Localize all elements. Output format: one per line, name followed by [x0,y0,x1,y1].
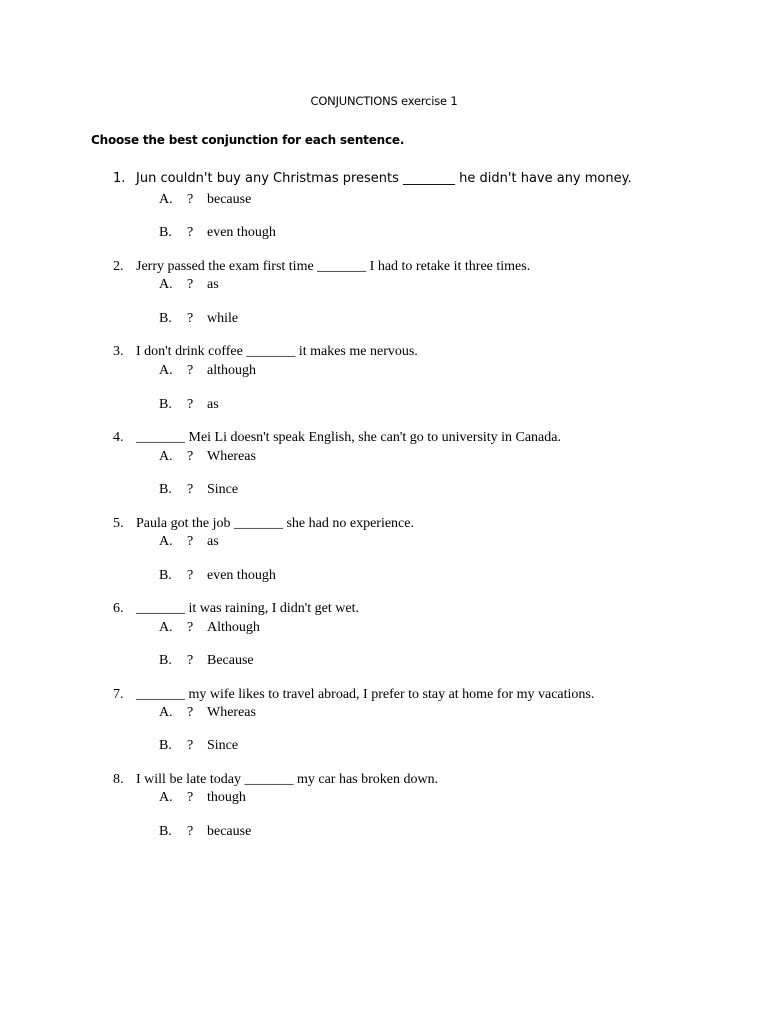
option-text: as [207,277,219,292]
question-8-option-b[interactable] [0,824,768,842]
question-5-option-b[interactable] [0,568,768,586]
option-marker: ? [187,568,194,583]
option-marker: ? [187,705,194,720]
option-letter: A. [159,363,173,378]
question-number: 4. [113,430,124,445]
option-marker: ? [187,482,194,497]
question-text: _______ my wife likes to travel abroad, I prefer to stay at home for my vacations. [136,687,595,702]
option-text: although [207,363,256,378]
question-2-option-b[interactable] [0,311,768,329]
option-letter: A. [159,534,173,549]
question-text: I will be late today _______ my car has broken down. [136,772,439,787]
option-text: Because [207,653,254,668]
option-text: Whereas [207,449,256,464]
question-3-option-a[interactable] [0,363,768,381]
option-text: while [207,311,239,326]
option-letter: B. [159,225,172,240]
question-text: _______ Mei Li doesn't speak English, she can't go to university in Canada. [136,430,561,445]
option-letter: B. [159,311,172,326]
question-number: 5. [113,516,124,531]
question-7-option-a[interactable] [0,705,768,723]
option-marker: ? [187,363,194,378]
question-6-option-a[interactable] [0,620,768,638]
option-letter: B. [159,653,172,668]
document-title: CONJUNCTIONS exercise 1 [310,94,458,108]
option-marker: ? [187,277,194,292]
question-number: 3. [113,344,124,359]
option-text: Although [207,620,260,635]
question-number: 6. [113,601,124,616]
question-3-option-b[interactable] [0,397,768,415]
question-1-option-a[interactable] [0,192,768,210]
option-text: even though [207,225,276,240]
option-text: as [207,534,219,549]
question-6-option-b[interactable] [0,653,768,671]
option-text: even though [207,568,276,583]
option-marker: ? [187,534,194,549]
option-letter: B. [159,738,172,753]
option-text: as [207,397,219,412]
option-letter: A. [159,277,173,292]
option-text: Since [207,482,239,497]
option-marker: ? [187,449,194,464]
option-marker: ? [187,311,194,326]
option-text: though [207,790,246,805]
question-number: 2. [113,259,124,274]
question-1-option-b[interactable] [0,225,768,243]
question-2-option-a[interactable] [0,277,768,295]
question-number: 8. [113,772,124,787]
option-letter: A. [159,790,173,805]
option-text: because [207,824,252,839]
option-letter: A. [159,449,173,464]
option-marker: ? [187,738,194,753]
option-marker: ? [187,192,194,207]
question-8-option-a[interactable] [0,790,768,808]
question-4-option-b[interactable] [0,482,768,500]
question-text: Jerry passed the exam first time _______ I had to retake it three times. [136,259,531,274]
option-marker: ? [187,397,194,412]
option-marker: ? [187,620,194,635]
option-text: Whereas [207,705,256,720]
question-7-option-b[interactable] [0,738,768,756]
question-number: 7. [113,687,124,702]
question-5-option-a[interactable] [0,534,768,552]
option-marker: ? [187,824,194,839]
question-text: Jun couldn't buy any Christmas presents ________ he didn't have any money. [136,171,632,186]
option-text: Since [207,738,239,753]
option-letter: B. [159,482,172,497]
question-text: Paula got the job _______ she had no experience. [136,516,414,531]
option-letter: B. [159,568,172,583]
question-text: _______ it was raining, I didn't get wet. [136,601,359,616]
option-marker: ? [187,790,194,805]
option-letter: A. [159,620,173,635]
option-marker: ? [187,653,194,668]
option-marker: ? [187,225,194,240]
question-number: 1. [113,171,126,186]
instructions-heading: Choose the best conjunction for each sentence. [91,133,405,147]
question-4-option-a[interactable] [0,449,768,467]
question-text: I don't drink coffee _______ it makes me nervous. [136,344,418,359]
option-letter: B. [159,397,172,412]
option-letter: A. [159,705,173,720]
option-text: because [207,192,252,207]
option-letter: A. [159,192,173,207]
option-letter: B. [159,824,172,839]
